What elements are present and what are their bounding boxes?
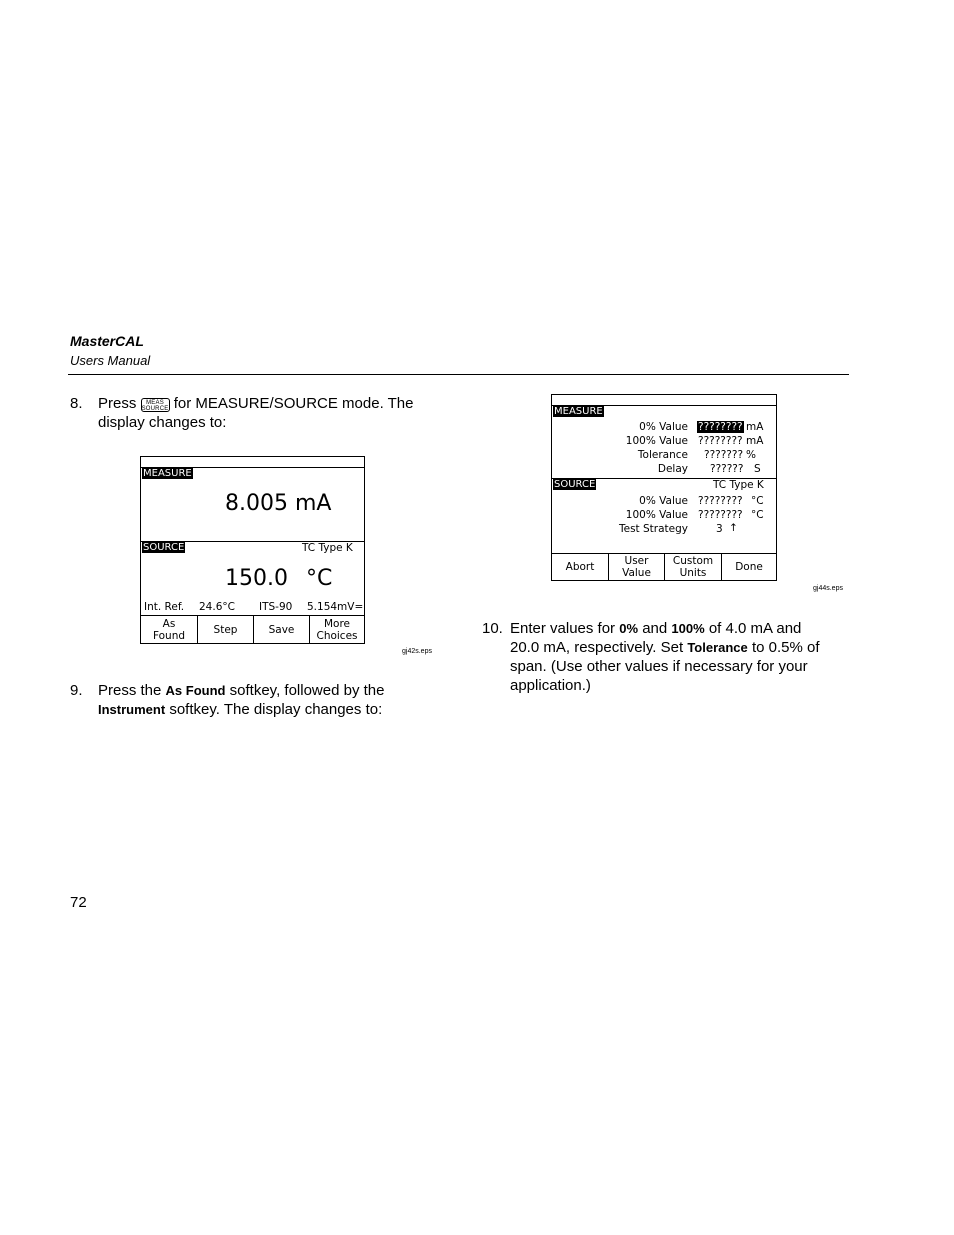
row-value[interactable]: ???????? bbox=[698, 509, 743, 521]
step-text-part: softkey. The display changes to: bbox=[169, 701, 383, 718]
step-text-part: to 0.5% of bbox=[751, 639, 820, 656]
softkey-more-choices[interactable] bbox=[310, 616, 364, 643]
step-number: 8. bbox=[70, 395, 83, 412]
page-number: 72 bbox=[70, 894, 87, 911]
step-text-part: of 4.0 mA and bbox=[708, 620, 802, 637]
lcd-screen-measure-source bbox=[140, 456, 365, 644]
step-text-part: span. (Use other values if necessary for your bbox=[510, 658, 808, 675]
step-text bbox=[510, 619, 819, 695]
softkey-name: As Found bbox=[165, 683, 226, 698]
lcd-screen-instrument-setup bbox=[551, 394, 777, 581]
row-unit: % bbox=[746, 449, 756, 461]
softkey-label: Found bbox=[152, 629, 186, 642]
row-value[interactable]: ???????? bbox=[698, 435, 743, 447]
source-value: 150.0 bbox=[225, 566, 288, 591]
softkey-user-value[interactable] bbox=[609, 554, 664, 580]
key-label-line1: MEAS bbox=[146, 400, 164, 406]
softkey-save[interactable] bbox=[254, 616, 309, 643]
row-label: Delay bbox=[657, 463, 688, 475]
measure-value: 8.005 mA bbox=[225, 491, 332, 516]
step-text-part: Press bbox=[98, 395, 137, 412]
softkey-label: Save bbox=[268, 623, 295, 636]
header-rule bbox=[68, 374, 849, 375]
softkey-custom-units[interactable] bbox=[665, 554, 721, 580]
row-unit: S bbox=[754, 463, 761, 475]
source-label: SOURCE bbox=[554, 479, 596, 490]
row-unit: mA bbox=[746, 421, 764, 433]
softkey-label: Custom bbox=[672, 555, 714, 567]
mv-readout: 5.154mV= bbox=[307, 601, 364, 613]
step-text-part: Press the bbox=[98, 682, 162, 699]
softkey-bar bbox=[552, 554, 776, 580]
tc-type: TC Type K bbox=[713, 479, 764, 491]
figure-caption: gj42s.eps bbox=[402, 648, 432, 655]
row-value[interactable]: 3 bbox=[716, 523, 723, 535]
softkey-bar bbox=[141, 616, 364, 643]
row-unit: °C bbox=[751, 495, 764, 507]
softkey-label: Abort bbox=[565, 561, 595, 573]
softkey-label: User bbox=[624, 555, 649, 567]
softkey-label: More bbox=[323, 617, 351, 630]
step-8 bbox=[70, 394, 470, 434]
step-text-part: Enter values for bbox=[510, 620, 616, 637]
softkey-label: Step bbox=[213, 623, 238, 636]
measure-label: MEASURE bbox=[143, 468, 192, 479]
row-value[interactable]: ???????? bbox=[698, 495, 743, 507]
step-text-part: display changes to: bbox=[98, 414, 227, 431]
ref-temp: 24.6°C bbox=[199, 601, 235, 613]
field-name: 0% bbox=[619, 621, 639, 636]
step-text-part: 20.0 mA, respectively. Set bbox=[510, 639, 684, 656]
step-text-part: application.) bbox=[510, 677, 591, 694]
row-value[interactable]: ?????? bbox=[710, 463, 744, 475]
softkey-label: As bbox=[162, 617, 176, 630]
step-text bbox=[98, 394, 413, 432]
row-value[interactable]: ??????? bbox=[704, 449, 744, 461]
row-label: 0% Value bbox=[639, 421, 688, 433]
step-text-part: for MEASURE/SOURCE mode. The bbox=[173, 395, 414, 412]
row-label: Tolerance bbox=[637, 449, 688, 461]
ref-label: Int. Ref. bbox=[144, 601, 185, 613]
row-value-selected[interactable]: ???????? bbox=[698, 421, 743, 433]
step-9 bbox=[70, 681, 470, 721]
softkey-label: Value bbox=[622, 567, 651, 579]
row-label: 100% Value bbox=[625, 435, 688, 447]
meas-source-key-icon bbox=[141, 398, 170, 412]
softkey-label: Units bbox=[679, 567, 707, 579]
step-text-part: softkey, followed by the bbox=[229, 682, 385, 699]
softkey-label: Done bbox=[735, 561, 763, 573]
source-label: SOURCE bbox=[143, 542, 185, 553]
softkey-name: Instrument bbox=[98, 702, 166, 717]
step-10 bbox=[482, 619, 862, 699]
row-label: 0% Value bbox=[639, 495, 688, 507]
step-number: 9. bbox=[70, 682, 83, 699]
row-label: Test Strategy bbox=[618, 523, 688, 535]
row-unit: mA bbox=[746, 435, 764, 447]
softkey-as-found[interactable] bbox=[141, 616, 197, 643]
source-unit: °C bbox=[306, 566, 333, 591]
step-number: 10. bbox=[482, 620, 503, 637]
field-name: 100% bbox=[671, 621, 705, 636]
row-label: 100% Value bbox=[625, 509, 688, 521]
key-label-line2: SOURCE bbox=[141, 406, 169, 412]
manual-subtitle: Users Manual bbox=[70, 353, 151, 368]
field-name: Tolerance bbox=[687, 640, 748, 655]
softkey-done[interactable] bbox=[722, 554, 776, 580]
up-arrow-icon: ↑ bbox=[729, 522, 738, 534]
measure-label: MEASURE bbox=[554, 406, 603, 417]
softkey-step[interactable] bbox=[198, 616, 253, 643]
step-text-part: and bbox=[642, 620, 668, 637]
softkey-label: Choices bbox=[316, 629, 358, 642]
tc-type: TC Type K bbox=[302, 542, 353, 554]
softkey-abort[interactable] bbox=[552, 554, 608, 580]
manual-title: MasterCAL bbox=[70, 333, 144, 349]
figure-caption: gj44s.eps bbox=[813, 585, 843, 592]
row-unit: °C bbox=[751, 509, 764, 521]
temp-scale: ITS-90 bbox=[259, 601, 293, 613]
step-text bbox=[98, 681, 384, 719]
